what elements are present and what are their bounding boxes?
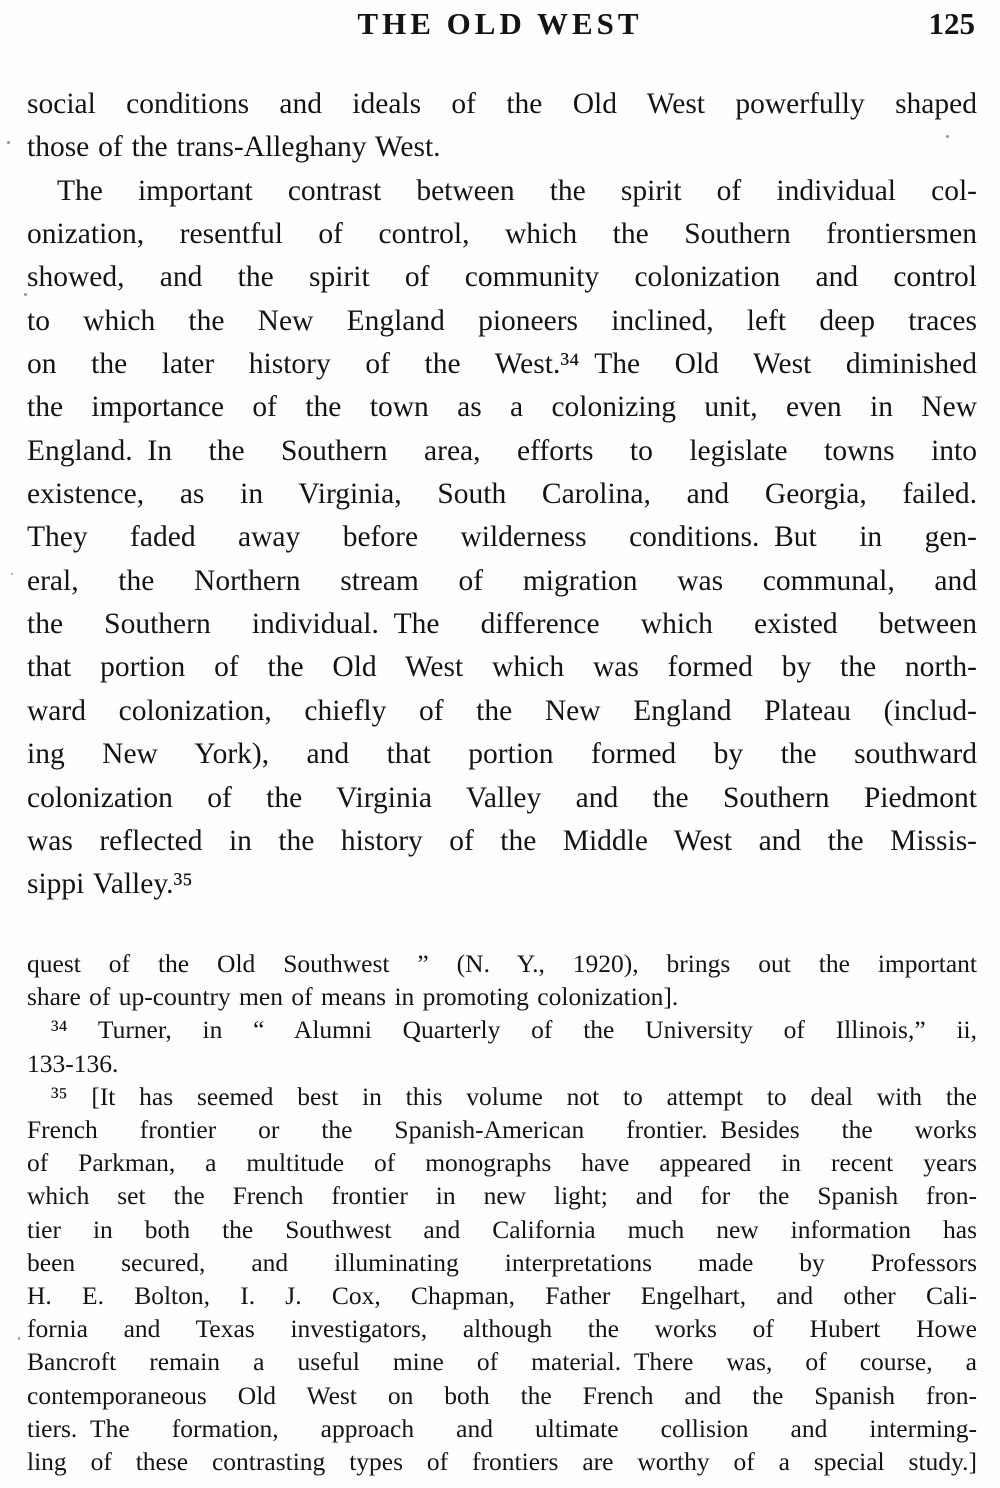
text-line: the importance of the town as a colonizing unit, even in New bbox=[27, 391, 977, 424]
footnote-line: contemporaneous Old West on both the French and the Spanish fron- bbox=[27, 1380, 977, 1410]
text-line: showed, and the spirit of community colonization and control bbox=[27, 261, 977, 294]
text-line: sippi Valley.³⁵ bbox=[27, 868, 193, 901]
text-line: on the later history of the West.³⁴ The Old West diminished bbox=[27, 348, 977, 381]
text-line: ward colonization, chiefly of the New England Plateau (includ- bbox=[27, 694, 977, 727]
footnote-line: fornia and Texas investigators, although the works of Hubert Howe bbox=[27, 1314, 977, 1344]
scan-speck bbox=[18, 1337, 20, 1340]
text-line: existence, as in Virginia, South Carolina, and Georgia, failed. bbox=[27, 478, 977, 511]
text-line: to which the New England pioneers inclined, left deep traces bbox=[27, 304, 977, 337]
text-line: social conditions and ideals of the Old West powerfully shaped bbox=[27, 88, 977, 120]
text-line: onization, resentful of control, which the Southern frontiersmen bbox=[27, 218, 977, 251]
text-line: ing New York), and that portion formed by the southward bbox=[27, 738, 977, 771]
running-header-title: THE OLD WEST bbox=[357, 6, 643, 41]
text-line: the Southern individual. The difference which existed between bbox=[27, 608, 977, 641]
footnote-line: which set the French frontier in new light; and for the Spanish fron- bbox=[27, 1181, 977, 1211]
footnote-line: been secured, and illuminating interpretations made by Professors bbox=[27, 1247, 977, 1277]
footnote-line: ling of these contrasting types of frontiers are worthy of a special study.] bbox=[27, 1447, 977, 1477]
footnote-line: tiers. The formation, approach and ultimate collision and interming- bbox=[27, 1413, 977, 1443]
text-line: that portion of the Old West which was formed by the north- bbox=[27, 651, 977, 684]
footnote-line: quest of the Old Southwest ” (N. Y., 1920), brings out the important bbox=[27, 949, 977, 978]
scan-speck bbox=[7, 141, 10, 144]
text-line: England. In the Southern area, efforts to legislate towns into bbox=[27, 434, 977, 467]
scan-speck bbox=[946, 135, 949, 138]
footnote-line: tier in both the Southwest and California much new information has bbox=[27, 1214, 977, 1244]
footnote-line: ³⁴ Turner, in “ Alumni Quarterly of the University of Illinois,” ii, bbox=[51, 1015, 977, 1045]
text-line: was reflected in the history of the Middle West and the Missis- bbox=[27, 824, 977, 857]
scan-speck bbox=[11, 573, 13, 575]
footnote-line: H. E. Bolton, I. J. Cox, Chapman, Father Engelhart, and other Cali- bbox=[27, 1281, 977, 1311]
footnote-line: ³⁵ [It has seemed best in this volume not to attempt to deal with the bbox=[51, 1081, 977, 1111]
footnotes bbox=[27, 947, 977, 1478]
page-number: 125 bbox=[928, 6, 975, 41]
text-line: The important contrast between the spirit of individual col- bbox=[57, 174, 977, 207]
footnote-line: of Parkman, a multitude of monographs have appeared in recent years bbox=[27, 1148, 977, 1178]
footnote-line: French frontier or the Spanish-American frontier. Besides the works bbox=[27, 1115, 977, 1145]
text-line: eral, the Northern stream of migration was communal, and bbox=[27, 564, 977, 597]
text-line: colonization of the Virginia Valley and the Southern Piedmont bbox=[27, 781, 977, 814]
footnote-line: 133-136. bbox=[27, 1048, 119, 1078]
text-line: those of the trans-Alleghany West. bbox=[27, 131, 441, 164]
text-line: They faded away before wilderness conditions. But in gen- bbox=[27, 521, 977, 554]
scan-speck bbox=[24, 293, 27, 296]
footnote-line: Bancroft remain a useful mine of material. There was, of course, a bbox=[27, 1347, 977, 1377]
footnote-line: share of up-country men of means in promoting colonization]. bbox=[27, 982, 679, 1012]
body-text bbox=[27, 83, 977, 907]
